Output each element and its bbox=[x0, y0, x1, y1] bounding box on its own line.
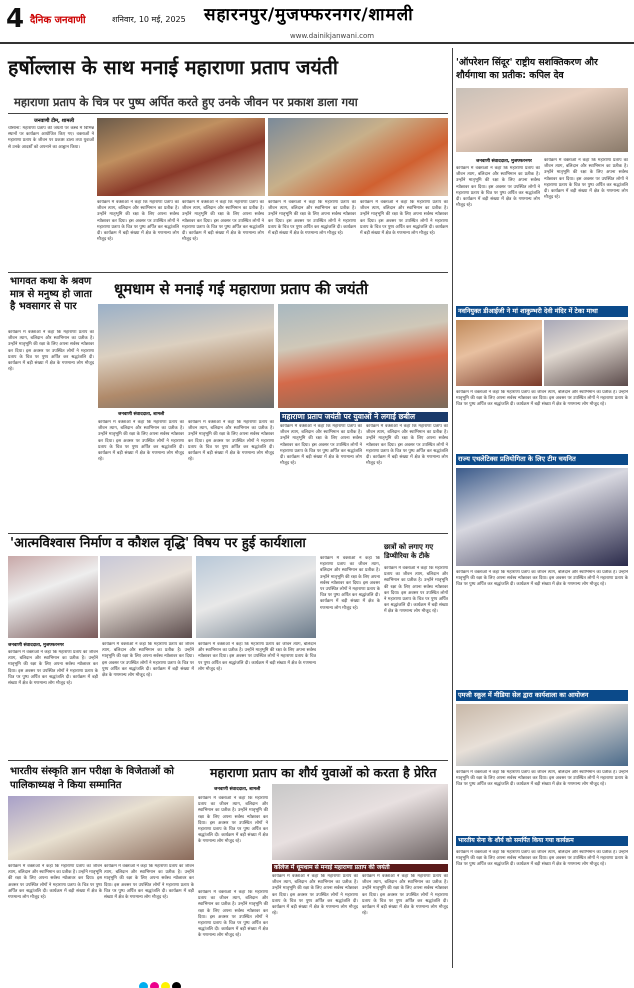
main-headline: हर्षोल्लास के साथ मनाई महाराणा प्रताप जयंती bbox=[8, 56, 338, 79]
culture-text-1: कार्यक्रम में वक्ताओं ने कहा कि महाराणा प्रताप का जीवन त्याग, बलिदान और स्वाभिमान का प्रतीक है। उन्होंने मातृभूमि की रक्षा के लिए अपना सर्वस्व न्योछावर कर दिया। इस अवसर पर उपस्थित लोगों ने महाराणा प्रताप के चित्र पर पुष्प अर्पित कर श्रद्धांजलि दी। कार्यक्रम में बड़ी संख्या में क्षेत्र के गणमान्य लोग मौजूद रहे। bbox=[8, 864, 102, 901]
col-text-a: कार्यक्रम में वक्ताओं ने कहा कि महाराणा प्रताप का जीवन त्याग, बलिदान और स्वाभिमान का प्रतीक है। उन्होंने मातृभूमि की रक्षा के लिए अपना सर्वस्व न्योछावर कर दिया। इस अवसर पर उपस्थित लोगों ने महाराणा प्रताप के चित्र पर पुष्प अर्पित कर श्रद्धांजलि दी। कार्यक्रम में बड़ी संख्या में क्षेत्र के गणमान्य लोग मौजूद रहे। bbox=[320, 556, 380, 611]
culture-headline: भारतीय संस्कृति ज्ञान परीक्षा के विजेताओं को पालिकाध्यक्ष ने किया सम्मानित bbox=[10, 766, 175, 791]
sindoor-photo bbox=[456, 88, 628, 152]
main-text-col3: कार्यक्रम में वक्ताओं ने कहा कि महाराणा प्रताप का जीवन त्याग, बलिदान और स्वाभिमान का प्रतीक है। उन्होंने मातृभूमि की रक्षा के लिए अपना सर्वस्व न्योछावर कर दिया। इस अवसर पर उपस्थित लोगों ने महाराणा प्रताप के चित्र पर पुष्प अर्पित कर श्रद्धांजलि दी। कार्यक्रम में बड़ी संख्या में क्षेत्र के गणमान्य लोग मौजूद रहे। bbox=[182, 200, 264, 243]
cmyk-marks bbox=[138, 976, 182, 988]
culture-photo bbox=[8, 796, 194, 860]
valor-photo bbox=[272, 784, 448, 860]
col-text-b: कार्यक्रम में वक्ताओं ने कहा कि महाराणा प्रताप का जीवन त्याग, बलिदान और स्वाभिमान का प्रतीक है। उन्होंने मातृभूमि की रक्षा के लिए अपना सर्वस्व न्योछावर कर दिया। इस अवसर पर उपस्थित लोगों ने महाराणा प्रताप के चित्र पर पुष्प अर्पित कर श्रद्धांजलि दी। कार्यक्रम में बड़ी संख्या में क्षेत्र के गणमान्य लोग मौजूद रहे। bbox=[384, 566, 448, 615]
college-text-2: कार्यक्रम में वक्ताओं ने कहा कि महाराणा प्रताप का जीवन त्याग, बलिदान और स्वाभिमान का प्रतीक है। उन्होंने मातृभूमि की रक्षा के लिए अपना सर्वस्व न्योछावर कर दिया। इस अवसर पर उपस्थित लोगों ने महाराणा प्रताप के चित्र पर पुष्प अर्पित कर श्रद्धांजलि दी। कार्यक्रम में बड़ी संख्या में क्षेत्र के गणमान्य लोग मौजूद रहे। bbox=[362, 874, 448, 917]
main-photo-1 bbox=[97, 118, 265, 196]
main-text-col4: कार्यक्रम में वक्ताओं ने कहा कि महाराणा प्रताप का जीवन त्याग, बलिदान और स्वाभिमान का प्रतीक है। उन्होंने मातृभूमि की रक्षा के लिए अपना सर्वस्व न्योछावर कर दिया। इस अवसर पर उपस्थित लोगों ने महाराणा प्रताप के चित्र पर पुष्प अर्पित कर श्रद्धांजलि दी। कार्यक्रम में बड़ी संख्या में क्षेत्र के गणमान्य लोग मौजूद रहे। bbox=[268, 200, 356, 237]
black-dot bbox=[172, 982, 181, 988]
culture-text-2: कार्यक्रम में वक्ताओं ने कहा कि महाराणा प्रताप का जीवन त्याग, बलिदान और स्वाभिमान का प्रतीक है। उन्होंने मातृभूमि की रक्षा के लिए अपना सर्वस्व न्योछावर कर दिया। इस अवसर पर उपस्थित लोगों ने महाराणा प्रताप के चित्र पर पुष्प अर्पित कर श्रद्धांजलि दी। कार्यक्रम में बड़ी संख्या में क्षेत्र के गणमान्य लोग मौजूद रहे। bbox=[104, 864, 194, 901]
band-photo-caption: जनवाणी संवाददाता, शामली bbox=[118, 412, 165, 417]
divider bbox=[8, 113, 448, 114]
workshop-headline: 'आत्मविश्वास निर्माण व कौशल वृद्धि' विषय पर हुई कार्यशाला bbox=[10, 536, 306, 551]
magenta-dot bbox=[150, 982, 159, 988]
valor-text-2: कार्यक्रम में वक्ताओं ने कहा कि महाराणा प्रताप का जीवन त्याग, बलिदान और स्वाभिमान का प्रतीक है। उन्होंने मातृभूमि की रक्षा के लिए अपना सर्वस्व न्योछावर कर दिया। इस अवसर पर उपस्थित लोगों ने महाराणा प्रताप के चित्र पर पुष्प अर्पित कर श्रद्धांजलि दी। कार्यक्रम में बड़ी संख्या में क्षेत्र के गणमान्य लोग मौजूद रहे। bbox=[198, 890, 268, 939]
workshop-byline: जनवाणी संवाददाता, मुजफ्फरनगर bbox=[8, 643, 64, 648]
column-divider bbox=[452, 48, 453, 968]
athletics-photo bbox=[456, 468, 628, 566]
mg-school-headline: एमजी स्कूल में मीडिया सेल द्वारा कार्यशाला का आयोजन bbox=[456, 690, 628, 701]
page-number: 4 bbox=[6, 4, 25, 34]
main-subheadline: महाराणा प्रताप के चित्र पर पुष्प अर्पित करते हुए उनके जीवन पर प्रकाश डाला गया bbox=[14, 95, 358, 109]
yellow-dot bbox=[161, 982, 170, 988]
valor-headline: महाराणा प्रताप का शौर्य युवाओं को करता है प्रेरित bbox=[210, 765, 437, 780]
brand-name: दैनिक जनवाणी bbox=[30, 15, 86, 26]
website: www.dainikjanwani.com bbox=[290, 32, 375, 40]
college-headline: कॉलेज में धूमधाम से मनाई महाराणा प्रताप की जयंती bbox=[272, 864, 448, 872]
divider bbox=[8, 760, 448, 761]
main-lead-text: चौसाना: महाराणा प्रताप की जयंती पर कस्बे में विभिन्न स्थानों पर कार्यक्रम आयोजित किए गए। वक्ताओं ने महाराणा प्रताप के जीवन पर प्रकाश डाला तथा युवाओं से उनके आदर्शों को अपनाने का आह्वान किया। bbox=[8, 126, 94, 150]
region-title: सहारनपुर/मुजफ्फरनगर/शामली bbox=[204, 5, 414, 25]
band-text-2: कार्यक्रम में वक्ताओं ने कहा कि महाराणा प्रताप का जीवन त्याग, बलिदान और स्वाभिमान का प्रतीक है। उन्होंने मातृभूमि की रक्षा के लिए अपना सर्वस्व न्योछावर कर दिया। इस अवसर पर उपस्थित लोगों ने महाराणा प्रताप के चित्र पर पुष्प अर्पित कर श्रद्धांजलि दी। कार्यक्रम में बड़ी संख्या में क्षेत्र के गणमान्य लोग मौजूद रहे। bbox=[188, 420, 274, 463]
band-headline: धूमधाम से मनाई गई महाराणा प्रताप की जयंती bbox=[114, 280, 369, 298]
band-text-3: कार्यक्रम में वक्ताओं ने कहा कि महाराणा प्रताप का जीवन त्याग, बलिदान और स्वाभिमान का प्रतीक है। उन्होंने मातृभूमि की रक्षा के लिए अपना सर्वस्व न्योछावर कर दिया। इस अवसर पर उपस्थित लोगों ने महाराणा प्रताप के चित्र पर पुष्प अर्पित कर श्रद्धांजलि दी। कार्यक्रम में बड़ी संख्या में क्षेत्र के गणमान्य लोग मौजूद रहे। bbox=[280, 424, 362, 467]
college-text-1: कार्यक्रम में वक्ताओं ने कहा कि महाराणा प्रताप का जीवन त्याग, बलिदान और स्वाभिमान का प्रतीक है। उन्होंने मातृभूमि की रक्षा के लिए अपना सर्वस्व न्योछावर कर दिया। इस अवसर पर उपस्थित लोगों ने महाराणा प्रताप के चित्र पर पुष्प अर्पित कर श्रद्धांजलि दी। कार्यक्रम में बड़ी संख्या में क्षेत्र के गणमान्य लोग मौजूद रहे। bbox=[272, 874, 358, 917]
valor-byline: जनवाणी संवाददाता, शामली bbox=[214, 787, 261, 792]
bhagwat-headline: भागवत कथा के श्रवण मात्र से मनुष्य हो जाता है भवसागर से पार bbox=[10, 276, 92, 312]
army-headline: भारतीय सेना के शौर्य को समर्पित किया गया कार्यक्रम bbox=[456, 836, 628, 846]
mg-school-photo bbox=[456, 704, 628, 766]
main-byline: जनवाणी टीम, शामली bbox=[34, 118, 75, 124]
divider bbox=[8, 272, 448, 273]
sindoor-byline: जनवाणी संवाददाता, मुजफ्फरनगर bbox=[476, 159, 532, 164]
athletics-headline: राज्य एथलेटिक्स प्रतियोगिता के लिए टीम चयनित bbox=[456, 454, 628, 465]
vaccine-headline: छात्रों को लगाए गए डिप्थीरिया के टीके bbox=[384, 543, 434, 560]
workshop-photo-1 bbox=[8, 556, 98, 638]
workshop-text-2: कार्यक्रम में वक्ताओं ने कहा कि महाराणा प्रताप का जीवन त्याग, बलिदान और स्वाभिमान का प्रतीक है। उन्होंने मातृभूमि की रक्षा के लिए अपना सर्वस्व न्योछावर कर दिया। इस अवसर पर उपस्थित लोगों ने महाराणा प्रताप के चित्र पर पुष्प अर्पित कर श्रद्धांजलि दी। कार्यक्रम में बड़ी संख्या में क्षेत्र के गणमान्य लोग मौजूद रहे। bbox=[102, 642, 194, 679]
sindoor-text-2: कार्यक्रम में वक्ताओं ने कहा कि महाराणा प्रताप का जीवन त्याग, बलिदान और स्वाभिमान का प्रतीक है। उन्होंने मातृभूमि की रक्षा के लिए अपना सर्वस्व न्योछावर कर दिया। इस अवसर पर उपस्थित लोगों ने महाराणा प्रताप के चित्र पर पुष्प अर्पित कर श्रद्धांजलि दी। कार्यक्रम में बड़ी संख्या में क्षेत्र के गणमान्य लोग मौजूद रहे। bbox=[544, 158, 628, 201]
band-text-4: कार्यक्रम में वक्ताओं ने कहा कि महाराणा प्रताप का जीवन त्याग, बलिदान और स्वाभिमान का प्रतीक है। उन्होंने मातृभूमि की रक्षा के लिए अपना सर्वस्व न्योछावर कर दिया। इस अवसर पर उपस्थित लोगों ने महाराणा प्रताप के चित्र पर पुष्प अर्पित कर श्रद्धांजलि दी। कार्यक्रम में बड़ी संख्या में क्षेत्र के गणमान्य लोग मौजूद रहे। bbox=[366, 424, 448, 467]
dig-photo-1 bbox=[456, 320, 542, 386]
cyan-dot bbox=[139, 982, 148, 988]
dig-headline: नवनियुक्त डीआईजी ने मां शाकुम्भरी देवी मंदिर में टेका माथा bbox=[456, 306, 628, 317]
mg-school-text: कार्यक्रम में वक्ताओं ने कहा कि महाराणा प्रताप का जीवन त्याग, बलिदान और स्वाभिमान का प्रतीक है। उन्होंने मातृभूमि की रक्षा के लिए अपना सर्वस्व न्योछावर कर दिया। इस अवसर पर उपस्थित लोगों ने महाराणा प्रताप के चित्र पर पुष्प अर्पित कर श्रद्धांजलि दी। कार्यक्रम में बड़ी संख्या में क्षेत्र के गणमान्य लोग मौजूद रहे। bbox=[456, 770, 628, 788]
dig-text: कार्यक्रम में वक्ताओं ने कहा कि महाराणा प्रताप का जीवन त्याग, बलिदान और स्वाभिमान का प्रतीक है। उन्होंने मातृभूमि की रक्षा के लिए अपना सर्वस्व न्योछावर कर दिया। इस अवसर पर उपस्थित लोगों ने महाराणा प्रताप के चित्र पर पुष्प अर्पित कर श्रद्धांजलि दी। कार्यक्रम में बड़ी संख्या में क्षेत्र के गणमान्य लोग मौजूद रहे। bbox=[456, 390, 628, 408]
main-text-col2: कार्यक्रम में वक्ताओं ने कहा कि महाराणा प्रताप का जीवन त्याग, बलिदान और स्वाभिमान का प्रतीक है। उन्होंने मातृभूमि की रक्षा के लिए अपना सर्वस्व न्योछावर कर दिया। इस अवसर पर उपस्थित लोगों ने महाराणा प्रताप के चित्र पर पुष्प अर्पित कर श्रद्धांजलि दी। कार्यक्रम में बड़ी संख्या में क्षेत्र के गणमान्य लोग मौजूद रहे। bbox=[97, 200, 179, 243]
masthead bbox=[0, 0, 634, 44]
sindoor-headline: 'ऑपरेशन सिंदूर' राष्ट्रीय सशक्तिकरण और शौर्यगाथा का प्रतीक: कपिल देव bbox=[456, 57, 598, 81]
workshop-photo-3 bbox=[196, 556, 316, 638]
athletics-text: कार्यक्रम में वक्ताओं ने कहा कि महाराणा प्रताप का जीवन त्याग, बलिदान और स्वाभिमान का प्रतीक है। उन्होंने मातृभूमि की रक्षा के लिए अपना सर्वस्व न्योछावर कर दिया। इस अवसर पर उपस्थित लोगों ने महाराणा प्रताप के चित्र पर पुष्प अर्पित कर श्रद्धांजलि दी। कार्यक्रम में बड़ी संख्या में क्षेत्र के गणमान्य लोग मौजूद रहे। bbox=[456, 570, 628, 588]
bhagwat-text: कार्यक्रम में वक्ताओं ने कहा कि महाराणा प्रताप का जीवन त्याग, बलिदान और स्वाभिमान का प्रतीक है। उन्होंने मातृभूमि की रक्षा के लिए अपना सर्वस्व न्योछावर कर दिया। इस अवसर पर उपस्थित लोगों ने महाराणा प्रताप के चित्र पर पुष्प अर्पित कर श्रद्धांजलि दी। कार्यक्रम में बड़ी संख्या में क्षेत्र के गणमान्य लोग मौजूद रहे। bbox=[8, 330, 94, 373]
band-photo-1 bbox=[98, 304, 274, 408]
workshop-photo-2 bbox=[100, 556, 192, 638]
divider bbox=[8, 533, 448, 534]
sindoor-text-1: कार्यक्रम में वक्ताओं ने कहा कि महाराणा प्रताप का जीवन त्याग, बलिदान और स्वाभिमान का प्रतीक है। उन्होंने मातृभूमि की रक्षा के लिए अपना सर्वस्व न्योछावर कर दिया। इस अवसर पर उपस्थित लोगों ने महाराणा प्रताप के चित्र पर पुष्प अर्पित कर श्रद्धांजलि दी। कार्यक्रम में बड़ी संख्या में क्षेत्र के गणमान्य लोग मौजूद रहे। bbox=[456, 166, 540, 209]
dig-photo-2 bbox=[544, 320, 628, 386]
issue-date: शनिवार, 10 मई, 2025 bbox=[112, 15, 186, 24]
band-text-1: कार्यक्रम में वक्ताओं ने कहा कि महाराणा प्रताप का जीवन त्याग, बलिदान और स्वाभिमान का प्रतीक है। उन्होंने मातृभूमि की रक्षा के लिए अपना सर्वस्व न्योछावर कर दिया। इस अवसर पर उपस्थित लोगों ने महाराणा प्रताप के चित्र पर पुष्प अर्पित कर श्रद्धांजलि दी। कार्यक्रम में बड़ी संख्या में क्षेत्र के गणमान्य लोग मौजूद रहे। bbox=[98, 420, 184, 463]
army-text: कार्यक्रम में वक्ताओं ने कहा कि महाराणा प्रताप का जीवन त्याग, बलिदान और स्वाभिमान का प्रतीक है। उन्होंने मातृभूमि की रक्षा के लिए अपना सर्वस्व न्योछावर कर दिया। इस अवसर पर उपस्थित लोगों ने महाराणा प्रताप के चित्र पर पुष्प अर्पित कर श्रद्धांजलि दी। कार्यक्रम में बड़ी संख्या में क्षेत्र के गणमान्य लोग मौजूद रहे। bbox=[456, 850, 628, 868]
chhabeel-headline: महाराणा प्रताप जयंती पर युवाओं ने लगाई छबील bbox=[280, 412, 448, 422]
main-photo-2 bbox=[268, 118, 448, 196]
main-text-col5: कार्यक्रम में वक्ताओं ने कहा कि महाराणा प्रताप का जीवन त्याग, बलिदान और स्वाभिमान का प्रतीक है। उन्होंने मातृभूमि की रक्षा के लिए अपना सर्वस्व न्योछावर कर दिया। इस अवसर पर उपस्थित लोगों ने महाराणा प्रताप के चित्र पर पुष्प अर्पित कर श्रद्धांजलि दी। कार्यक्रम में बड़ी संख्या में क्षेत्र के गणमान्य लोग मौजूद रहे। bbox=[360, 200, 448, 237]
workshop-text-1: कार्यक्रम में वक्ताओं ने कहा कि महाराणा प्रताप का जीवन त्याग, बलिदान और स्वाभिमान का प्रतीक है। उन्होंने मातृभूमि की रक्षा के लिए अपना सर्वस्व न्योछावर कर दिया। इस अवसर पर उपस्थित लोगों ने महाराणा प्रताप के चित्र पर पुष्प अर्पित कर श्रद्धांजलि दी। कार्यक्रम में बड़ी संख्या में क्षेत्र के गणमान्य लोग मौजूद रहे। bbox=[8, 650, 98, 687]
workshop-text-3: कार्यक्रम में वक्ताओं ने कहा कि महाराणा प्रताप का जीवन त्याग, बलिदान और स्वाभिमान का प्रतीक है। उन्होंने मातृभूमि की रक्षा के लिए अपना सर्वस्व न्योछावर कर दिया। इस अवसर पर उपस्थित लोगों ने महाराणा प्रताप के चित्र पर पुष्प अर्पित कर श्रद्धांजलि दी। कार्यक्रम में बड़ी संख्या में क्षेत्र के गणमान्य लोग मौजूद रहे। bbox=[198, 642, 316, 672]
band-photo-2 bbox=[278, 304, 448, 408]
valor-text-1: कार्यक्रम में वक्ताओं ने कहा कि महाराणा प्रताप का जीवन त्याग, बलिदान और स्वाभिमान का प्रतीक है। उन्होंने मातृभूमि की रक्षा के लिए अपना सर्वस्व न्योछावर कर दिया। इस अवसर पर उपस्थित लोगों ने महाराणा प्रताप के चित्र पर पुष्प अर्पित कर श्रद्धांजलि दी। कार्यक्रम में बड़ी संख्या में क्षेत्र के गणमान्य लोग मौजूद रहे। bbox=[198, 796, 268, 845]
